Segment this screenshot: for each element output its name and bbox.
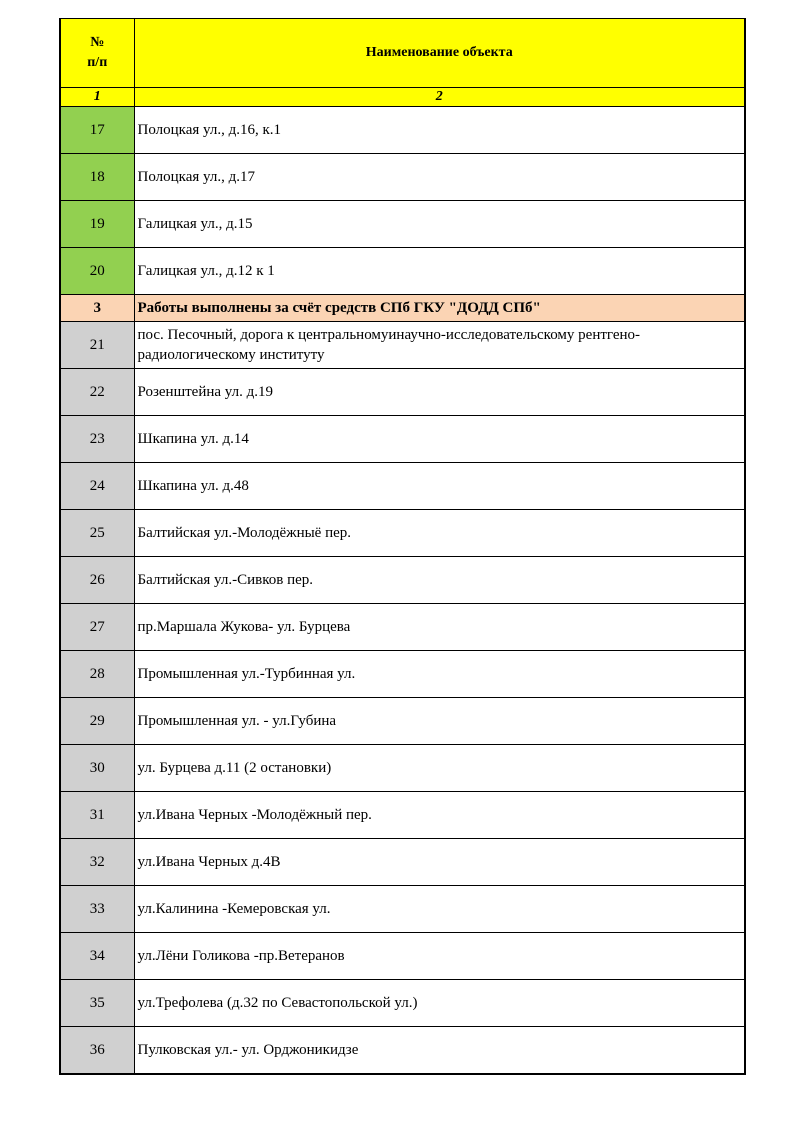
row-object-name: Промышленная ул. - ул.Губина xyxy=(134,698,745,745)
row-object-name: Полоцкая ул., д.17 xyxy=(134,154,745,201)
table-row xyxy=(60,201,745,248)
table-row xyxy=(60,1027,745,1075)
row-object-name: Галицкая ул., д.12 к 1 xyxy=(134,248,745,295)
row-number: 22 xyxy=(60,369,134,416)
row-number: 26 xyxy=(60,557,134,604)
row-number: 32 xyxy=(60,839,134,886)
row-number: 23 xyxy=(60,416,134,463)
table-row xyxy=(60,322,745,369)
row-object-name: ул. Бурцева д.11 (2 остановки) xyxy=(134,745,745,792)
row-object-name: Балтийская ул.-Молодёжныё пер. xyxy=(134,510,745,557)
row-object-name: ул.Ивана Черных -Молодёжный пер. xyxy=(134,792,745,839)
table-row xyxy=(60,745,745,792)
row-number: 34 xyxy=(60,933,134,980)
table-row xyxy=(60,557,745,604)
row-number: 24 xyxy=(60,463,134,510)
row-number: 19 xyxy=(60,201,134,248)
section-title: Работы выполнены за счёт средств СПб ГКУ "ДОДД СПб" xyxy=(134,295,745,322)
row-number: 17 xyxy=(60,107,134,154)
table-header-row xyxy=(60,19,745,88)
row-number: 25 xyxy=(60,510,134,557)
header-name-cell: Наименование объекта xyxy=(134,19,745,88)
table-row xyxy=(60,886,745,933)
row-number: 33 xyxy=(60,886,134,933)
row-object-name: пос. Песочный, дорога к центральномуинаучно-исследовательскому рентгено-радиологическому институту xyxy=(134,322,745,369)
table-row xyxy=(60,980,745,1027)
row-number: 21 xyxy=(60,322,134,369)
table-row xyxy=(60,698,745,745)
row-number: 28 xyxy=(60,651,134,698)
table-row xyxy=(60,933,745,980)
table-row xyxy=(60,604,745,651)
row-object-name: Шкапина ул. д.48 xyxy=(134,463,745,510)
table-row xyxy=(60,369,745,416)
section-number: 3 xyxy=(60,295,134,322)
row-object-name: Шкапина ул. д.14 xyxy=(134,416,745,463)
row-object-name: Полоцкая ул., д.16, к.1 xyxy=(134,107,745,154)
table-row xyxy=(60,463,745,510)
column-index-row xyxy=(60,88,745,107)
column-index-1: 1 xyxy=(60,88,134,107)
row-object-name: Галицкая ул., д.15 xyxy=(134,201,745,248)
header-number-cell xyxy=(60,19,134,88)
row-object-name: пр.Маршала Жукова- ул. Бурцева xyxy=(134,604,745,651)
row-object-name: Балтийская ул.-Сивков пер. xyxy=(134,557,745,604)
table-row xyxy=(60,416,745,463)
row-number: 31 xyxy=(60,792,134,839)
row-number: 36 xyxy=(60,1027,134,1075)
row-object-name: ул.Ивана Черных д.4В xyxy=(134,839,745,886)
table-row xyxy=(60,510,745,557)
row-object-name: Промышленная ул.-Турбинная ул. xyxy=(134,651,745,698)
table-row xyxy=(60,651,745,698)
row-object-name: Пулковская ул.- ул. Орджоникидзе xyxy=(134,1027,745,1075)
row-number: 30 xyxy=(60,745,134,792)
row-object-name: ул.Калинина -Кемеровская ул. xyxy=(134,886,745,933)
table-row xyxy=(60,792,745,839)
objects-table xyxy=(59,18,746,1075)
row-object-name: Розенштейна ул. д.19 xyxy=(134,369,745,416)
section-row xyxy=(60,295,745,322)
table-row xyxy=(60,154,745,201)
table-row xyxy=(60,248,745,295)
row-number: 27 xyxy=(60,604,134,651)
table-row xyxy=(60,107,745,154)
row-number: 20 xyxy=(60,248,134,295)
column-index-2: 2 xyxy=(134,88,745,107)
row-number: 18 xyxy=(60,154,134,201)
header-number-abbrev: п/п xyxy=(87,55,108,70)
table-row xyxy=(60,839,745,886)
row-object-name: ул.Трефолева (д.32 по Севастопольской ул.) xyxy=(134,980,745,1027)
row-number: 29 xyxy=(60,698,134,745)
header-number-symbol: № xyxy=(90,35,105,50)
row-number: 35 xyxy=(60,980,134,1027)
row-object-name: ул.Лёни Голикова -пр.Ветеранов xyxy=(134,933,745,980)
